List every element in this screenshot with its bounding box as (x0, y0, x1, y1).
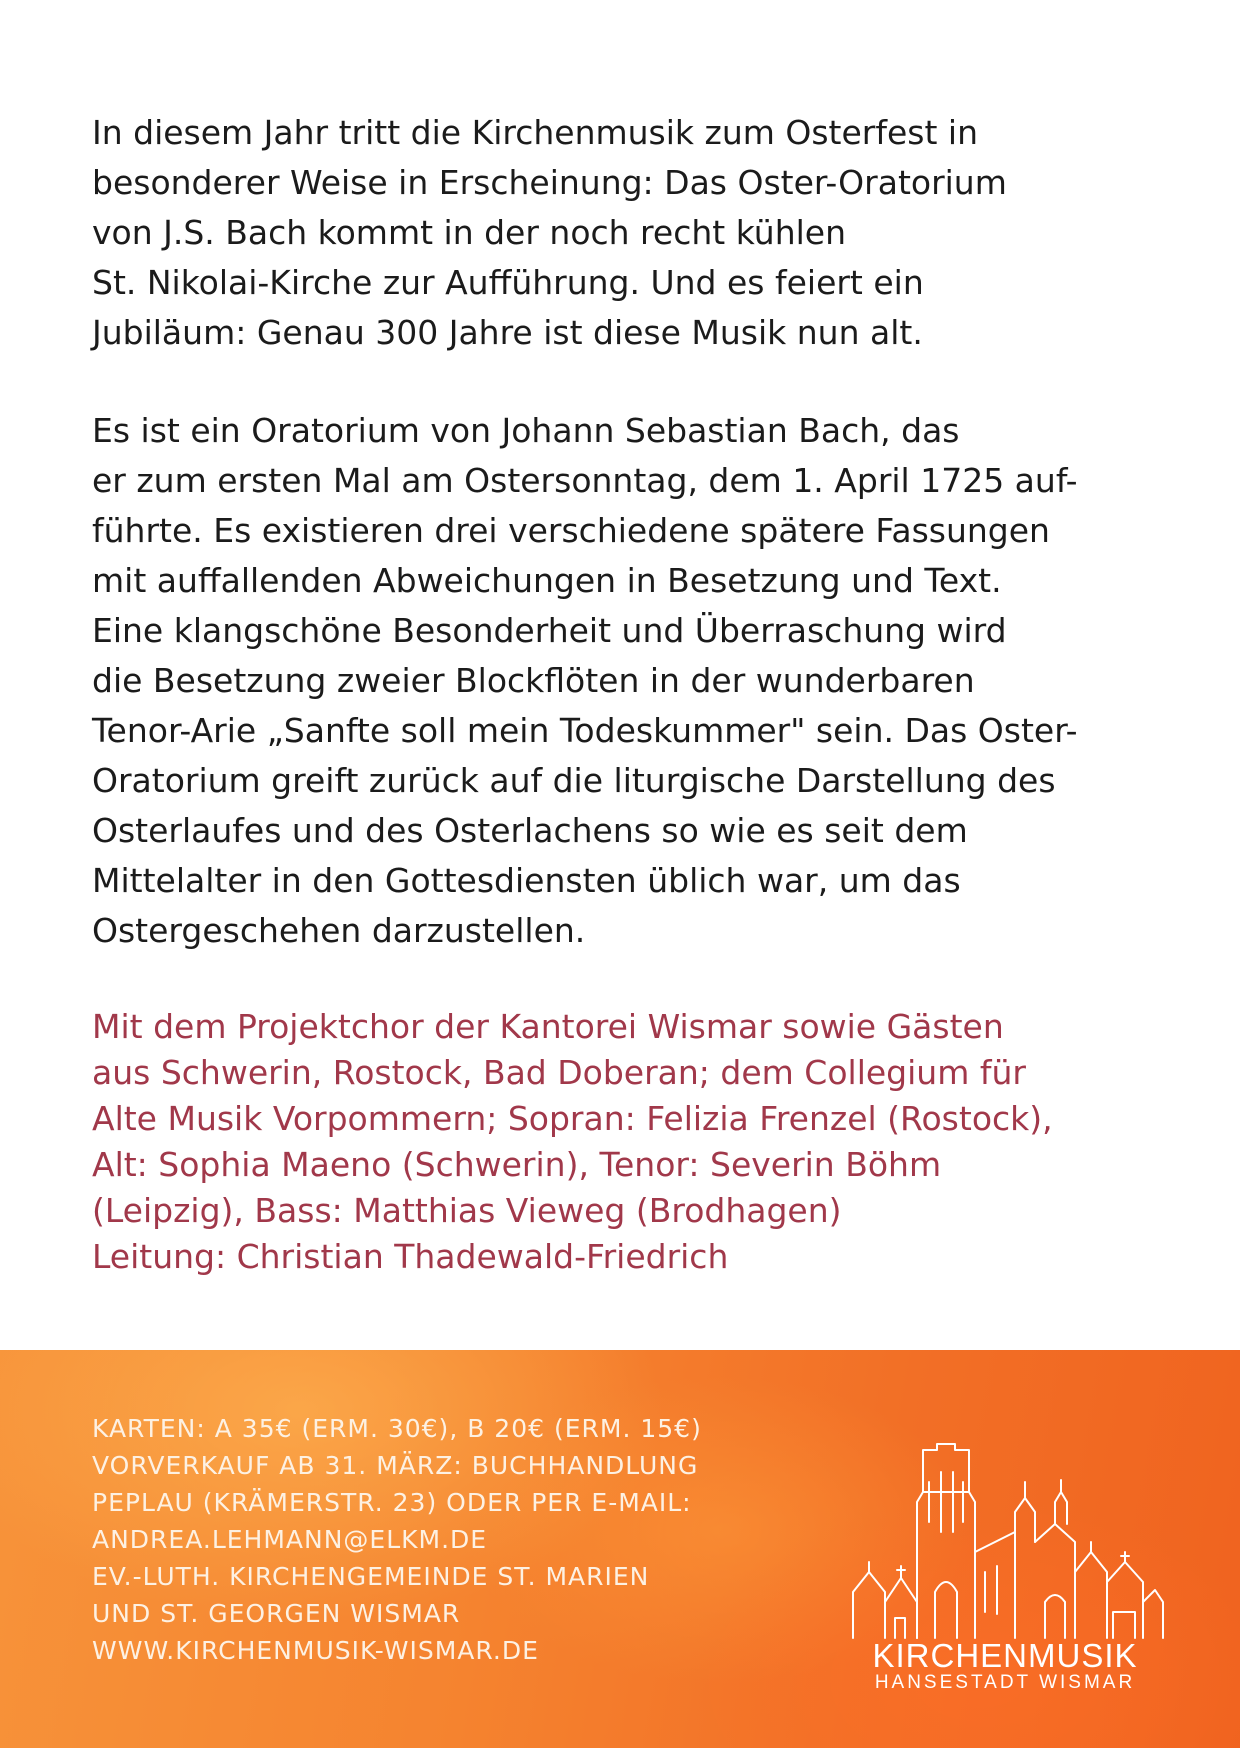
credits-line: Mit dem Projektchor der Kantorei Wismar sowie Gästen (92, 1007, 1004, 1046)
email-link[interactable]: ANDREA.LEHMANN@ELKM.DE (92, 1525, 488, 1554)
main-content (92, 108, 1172, 1280)
credits-line: aus Schwerin, Rostock, Bad Doberan; dem Collegium für (92, 1053, 1026, 1092)
text-line: er zum ersten Mal am Ostersonntag, dem 1. April 1725 auf- (92, 461, 1078, 500)
organizer: EV.-LUTH. KIRCHENGEMEINDE ST. MARIEN (92, 1562, 650, 1591)
text-line: Osterlaufes und des Osterlachens so wie es seit dem (92, 811, 968, 850)
credits-line: Alt: Sophia Maeno (Schwerin), Tenor: Severin Böhm (92, 1145, 942, 1184)
text-line: St. Nikolai-Kirche zur Aufführung. Und es feiert ein (92, 263, 924, 302)
text-line: führte. Es existieren drei verschiedene spätere Fassungen (92, 511, 1050, 550)
website-link[interactable]: WWW.KIRCHENMUSIK-WISMAR.DE (92, 1636, 539, 1665)
church-skyline-icon (845, 1442, 1165, 1642)
credits-line: Leitung: Christian Thadewald-Friedrich (92, 1237, 729, 1276)
text-line: Tenor-Arie „Sanfte soll mein Todeskummer" sein. Das Oster- (92, 711, 1078, 750)
text-line: Ostergeschehen darzustellen. (92, 911, 586, 950)
presale-info: PEPLAU (KRÄMERSTR. 23) ODER PER E-MAIL: (92, 1488, 692, 1517)
credits-line: (Leipzig), Bass: Matthias Vieweg (Brodhagen) (92, 1191, 842, 1230)
footer-band (0, 1350, 1240, 1748)
logo-subtitle: HANSESTADT WISMAR (874, 1672, 1136, 1693)
logo-title: KIRCHENMUSIK (872, 1637, 1138, 1674)
text-line: die Besetzung zweier Blockflöten in der wunderbaren (92, 661, 975, 700)
ticket-prices: KARTEN: A 35€ (ERM. 30€), B 20€ (ERM. 15€) (92, 1414, 702, 1443)
text-line: In diesem Jahr tritt die Kirchenmusik zum Osterfest in (92, 113, 978, 152)
text-line: besonderer Weise in Erscheinung: Das Oster-Oratorium (92, 163, 1007, 202)
text-line: Oratorium greift zurück auf die liturgische Darstellung des (92, 761, 1056, 800)
text-line: Es ist ein Oratorium von Johann Sebastian Bach, das (92, 411, 960, 450)
text-line: Eine klangschöne Besonderheit und Überraschung wird (92, 611, 1007, 650)
kirchenmusik-logo (845, 1442, 1165, 1722)
performers-credits (92, 1004, 1172, 1280)
text-line: Jubiläum: Genau 300 Jahre ist diese Musik nun alt. (92, 313, 923, 352)
presale-info: VORVERKAUF AB 31. MÄRZ: BUCHHANDLUNG (92, 1451, 699, 1480)
intro-paragraph (92, 108, 1172, 358)
credits-line: Alte Musik Vorpommern; Sopran: Felizia Frenzel (Rostock), (92, 1099, 1053, 1138)
description-paragraph (92, 406, 1172, 956)
organizer: UND ST. GEORGEN WISMAR (92, 1599, 461, 1628)
text-line: von J.S. Bach kommt in der noch recht kühlen (92, 213, 847, 252)
text-line: mit auffallenden Abweichungen in Besetzung und Text. (92, 561, 1002, 600)
ticket-info (92, 1410, 702, 1669)
text-line: Mittelalter in den Gottesdiensten üblich war, um das (92, 861, 961, 900)
